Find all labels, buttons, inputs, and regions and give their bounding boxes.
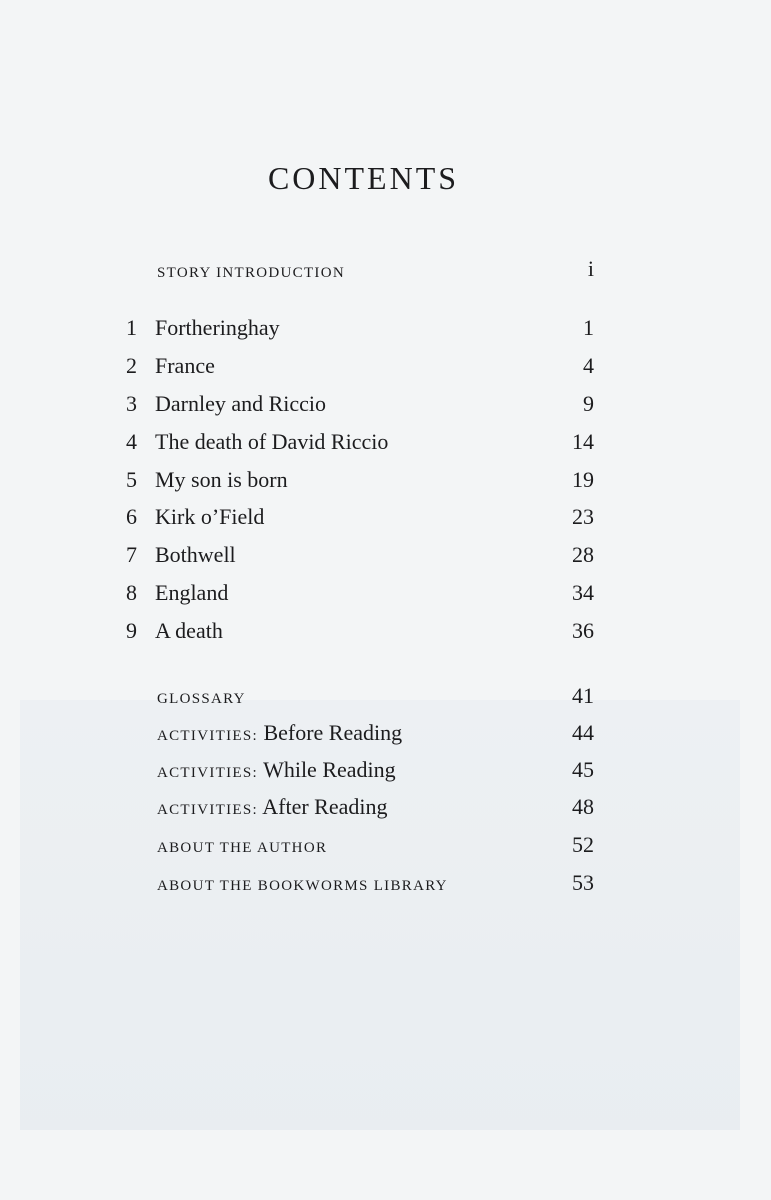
entry-page: 28 — [572, 542, 594, 567]
entry-page: 44 — [572, 720, 594, 745]
toc-entry-backmatter[interactable] — [120, 832, 594, 862]
entry-page: 45 — [572, 757, 594, 782]
entry-text — [157, 683, 246, 709]
chapter-title: France — [155, 353, 215, 378]
chapter-title: The death of David Riccio — [155, 429, 389, 454]
entry-text — [157, 794, 387, 820]
entry-text — [157, 757, 396, 783]
toc-entry-chapter[interactable] — [120, 618, 594, 648]
page-title: CONTENTS — [267, 160, 460, 196]
toc-entry-chapter[interactable] — [120, 391, 594, 421]
toc-entry-chapter[interactable] — [120, 467, 594, 497]
entry-text — [157, 832, 327, 858]
chapter-title: Bothwell — [155, 542, 236, 567]
entry-text — [157, 870, 448, 896]
entry-text — [157, 720, 402, 746]
chapter-number: 3 — [126, 391, 137, 416]
toc-entry-backmatter[interactable] — [120, 870, 594, 900]
toc-entry-chapter[interactable] — [120, 315, 594, 345]
chapter-number: 8 — [126, 580, 137, 605]
entry-page: 1 — [583, 315, 594, 340]
chapter-number: 5 — [126, 467, 137, 492]
toc-entry-backmatter[interactable] — [120, 794, 594, 824]
toc-entry-backmatter[interactable] — [120, 720, 594, 750]
chapter-number: 2 — [126, 353, 137, 378]
chapter-title: My son is born — [155, 467, 288, 492]
entry-prefix: ACTIVITIES: — [157, 728, 258, 744]
entry-page: 9 — [583, 391, 594, 416]
chapter-title: Kirk o’Field — [155, 504, 265, 529]
entry-prefix: ACTIVITIES: — [157, 765, 258, 781]
chapter-number: 6 — [126, 504, 137, 529]
entry-page: 14 — [572, 429, 594, 454]
entry-label: STORY INTRODUCTION — [157, 265, 345, 281]
chapter-title: A death — [155, 618, 223, 643]
chapter-number: 1 — [126, 315, 137, 340]
entry-page: 48 — [572, 794, 594, 819]
chapter-number: 4 — [126, 429, 137, 454]
entry-page: 52 — [572, 832, 594, 857]
entry-page: 23 — [572, 504, 594, 529]
entry-page: 4 — [583, 353, 594, 378]
entry-prefix: ABOUT THE AUTHOR — [157, 840, 328, 856]
entry-page: 19 — [572, 467, 594, 492]
entry-page: 53 — [572, 870, 594, 895]
chapter-title: Darnley and Riccio — [155, 391, 327, 416]
entry-label: Before Reading — [263, 720, 403, 745]
entry-prefix: ACTIVITIES: — [157, 802, 258, 818]
chapter-number: 7 — [126, 542, 137, 567]
toc-entry-chapter[interactable] — [120, 542, 594, 572]
entry-page: 34 — [572, 580, 594, 605]
entry-prefix: ABOUT THE BOOKWORMS LIBRARY — [157, 878, 448, 894]
entry-page: 36 — [572, 618, 594, 643]
entry-page: i — [587, 256, 594, 281]
entry-label: While Reading — [263, 757, 396, 782]
entry-prefix: GLOSSARY — [157, 691, 246, 707]
chapter-number: 9 — [126, 618, 137, 643]
toc-entry-chapter[interactable] — [120, 580, 594, 610]
entry-page: 41 — [572, 683, 594, 708]
chapter-title: England — [155, 580, 229, 605]
toc-entry-backmatter[interactable] — [120, 683, 594, 713]
toc-entry-chapter[interactable] — [120, 429, 594, 459]
toc-entry-chapter[interactable] — [120, 353, 594, 383]
toc-entry-backmatter[interactable] — [120, 757, 594, 787]
chapter-title: Fortheringhay — [155, 315, 280, 340]
toc-entry-story-introduction[interactable] — [120, 256, 594, 286]
toc-entry-chapter[interactable] — [120, 504, 594, 534]
entry-label: After Reading — [262, 794, 388, 819]
